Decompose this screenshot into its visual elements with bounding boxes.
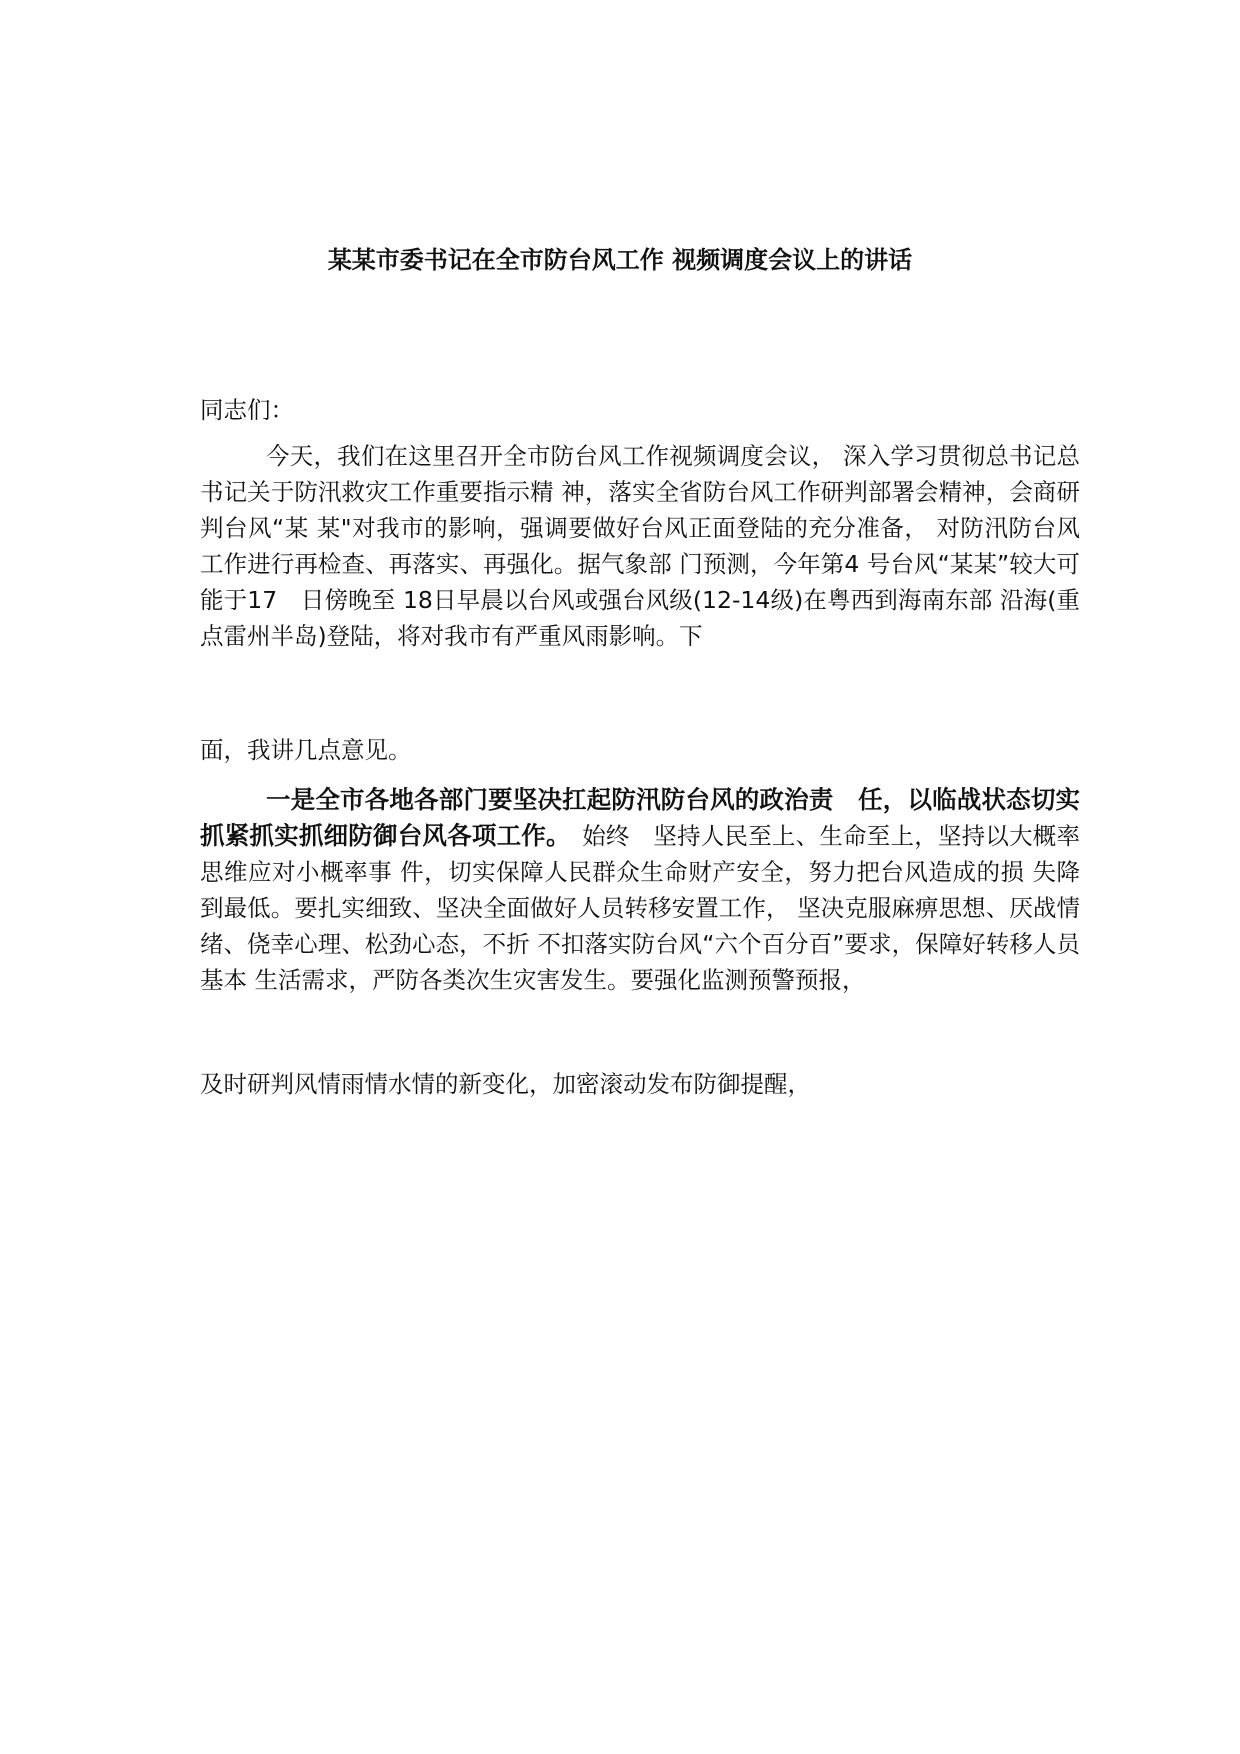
paragraph-point-one bbox=[200, 782, 1080, 998]
paragraph-opening: 今天，我们在这里召开全市防台风工作视频调度会议， 深入学习贯彻总书记总书记关于防汛救灾工作重要指示精 神，落实全省防台风工作研判部署会精神，会商研判台风“某 某"对我市的影响，强调要做好台风正面登陆的充分准备， 对防汛防台风工作进行再检查、再落实、再强化。据气象部 门预测，今年第4 号台风“某某”较大可能于17 日傍晚至 18日早晨以台风或强台风级(12-14级)在粤西到海南东部 沿海(重点雷州半岛)登陆，将对我市有严重风雨影响。下 bbox=[200, 442, 1080, 650]
paragraph-body: 始终 坚持人民至上、生命至上，坚持以大概率思维应对小概率事 件，切实保障人民群众生命财产安全，努力把台风造成的损 失降到最低。要扎实细致、坚决全面做好人员转移安置工作， 坚决克服麻痹思想、厌战情绪、侥幸心理、松劲心态，不折 不扣落实防台风“六个百分百”要求，保障好转移人员基本 生活需求，严防各类次生灾害发生。要强化监测预警预报， bbox=[200, 822, 1081, 994]
paragraph-lead-heading: 一是全市各地各部门要坚决扛起防汛防台风的政治责 任，以临战状态切实抓紧抓实抓细防御台风各项工作。 bbox=[200, 785, 1080, 850]
document-title: 某某市委书记在全市防台风工作 视频调度会议上的讲话 bbox=[327, 246, 913, 274]
paragraph-continuation: 面，我讲几点意见。 bbox=[200, 736, 412, 764]
paragraph-trailing: 及时研判风情雨情水情的新变化，加密滚动发布防御提醒， bbox=[200, 1070, 811, 1098]
salutation: 同志们： bbox=[200, 396, 294, 424]
